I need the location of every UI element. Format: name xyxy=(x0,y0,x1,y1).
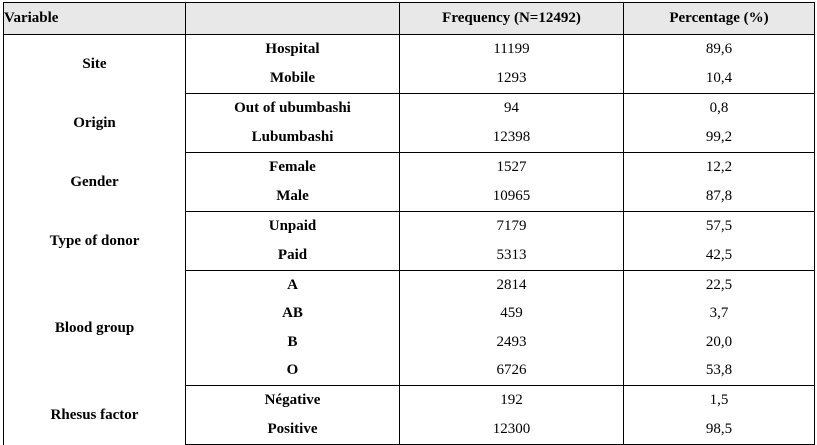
frequency-cell: 459 xyxy=(400,300,624,329)
group-label-blood-group: Blood group xyxy=(4,271,186,386)
group-label-gender: Gender xyxy=(4,153,186,212)
percentage-cell: 22,5 xyxy=(624,271,815,300)
percentage-cell: 0,8 xyxy=(624,94,815,124)
category-cell: O xyxy=(186,357,400,386)
category-cell: Out of ubumbashi xyxy=(186,94,400,124)
table-row xyxy=(4,271,815,300)
header-percentage: Percentage (%) xyxy=(624,3,815,35)
category-cell: AB xyxy=(186,300,400,329)
header-category xyxy=(186,3,400,35)
table-body xyxy=(4,35,815,445)
percentage-cell: 98,5 xyxy=(624,415,815,445)
category-cell: Lubumbashi xyxy=(186,123,400,153)
frequency-cell: 5313 xyxy=(400,241,624,271)
table-row xyxy=(4,386,815,416)
category-cell: Male xyxy=(186,182,400,212)
frequency-cell: 11199 xyxy=(400,35,624,65)
category-cell: Négative xyxy=(186,386,400,416)
table-row xyxy=(4,94,815,124)
category-cell: Mobile xyxy=(186,64,400,94)
percentage-cell: 20,0 xyxy=(624,328,815,357)
frequency-cell: 2814 xyxy=(400,271,624,300)
category-cell: B xyxy=(186,328,400,357)
header-variable: Variable xyxy=(4,3,186,35)
table-row xyxy=(4,153,815,183)
category-cell: Unpaid xyxy=(186,212,400,242)
percentage-cell: 89,6 xyxy=(624,35,815,65)
percentage-cell: 1,5 xyxy=(624,386,815,416)
percentage-cell: 99,2 xyxy=(624,123,815,153)
frequency-cell: 12398 xyxy=(400,123,624,153)
frequency-cell: 94 xyxy=(400,94,624,124)
group-label-rhesus-factor: Rhesus factor xyxy=(4,386,186,445)
group-label-site: Site xyxy=(4,35,186,94)
category-cell: Female xyxy=(186,153,400,183)
header-frequency: Frequency (N=12492) xyxy=(400,3,624,35)
category-cell: A xyxy=(186,271,400,300)
group-label-type-of-donor: Type of donor xyxy=(4,212,186,271)
percentage-cell: 57,5 xyxy=(624,212,815,242)
category-cell: Hospital xyxy=(186,35,400,65)
data-table xyxy=(3,2,815,445)
header-row xyxy=(4,3,815,35)
table-row xyxy=(4,212,815,242)
table-row xyxy=(4,35,815,65)
frequency-cell: 1293 xyxy=(400,64,624,94)
frequency-cell: 6726 xyxy=(400,357,624,386)
frequency-cell: 2493 xyxy=(400,328,624,357)
frequency-cell: 192 xyxy=(400,386,624,416)
frequency-cell: 12300 xyxy=(400,415,624,445)
percentage-cell: 53,8 xyxy=(624,357,815,386)
percentage-cell: 42,5 xyxy=(624,241,815,271)
percentage-cell: 87,8 xyxy=(624,182,815,212)
frequency-cell: 7179 xyxy=(400,212,624,242)
group-label-origin: Origin xyxy=(4,94,186,153)
frequency-cell: 1527 xyxy=(400,153,624,183)
category-cell: Positive xyxy=(186,415,400,445)
percentage-cell: 3,7 xyxy=(624,300,815,329)
percentage-cell: 12,2 xyxy=(624,153,815,183)
percentage-cell: 10,4 xyxy=(624,64,815,94)
category-cell: Paid xyxy=(186,241,400,271)
frequency-cell: 10965 xyxy=(400,182,624,212)
